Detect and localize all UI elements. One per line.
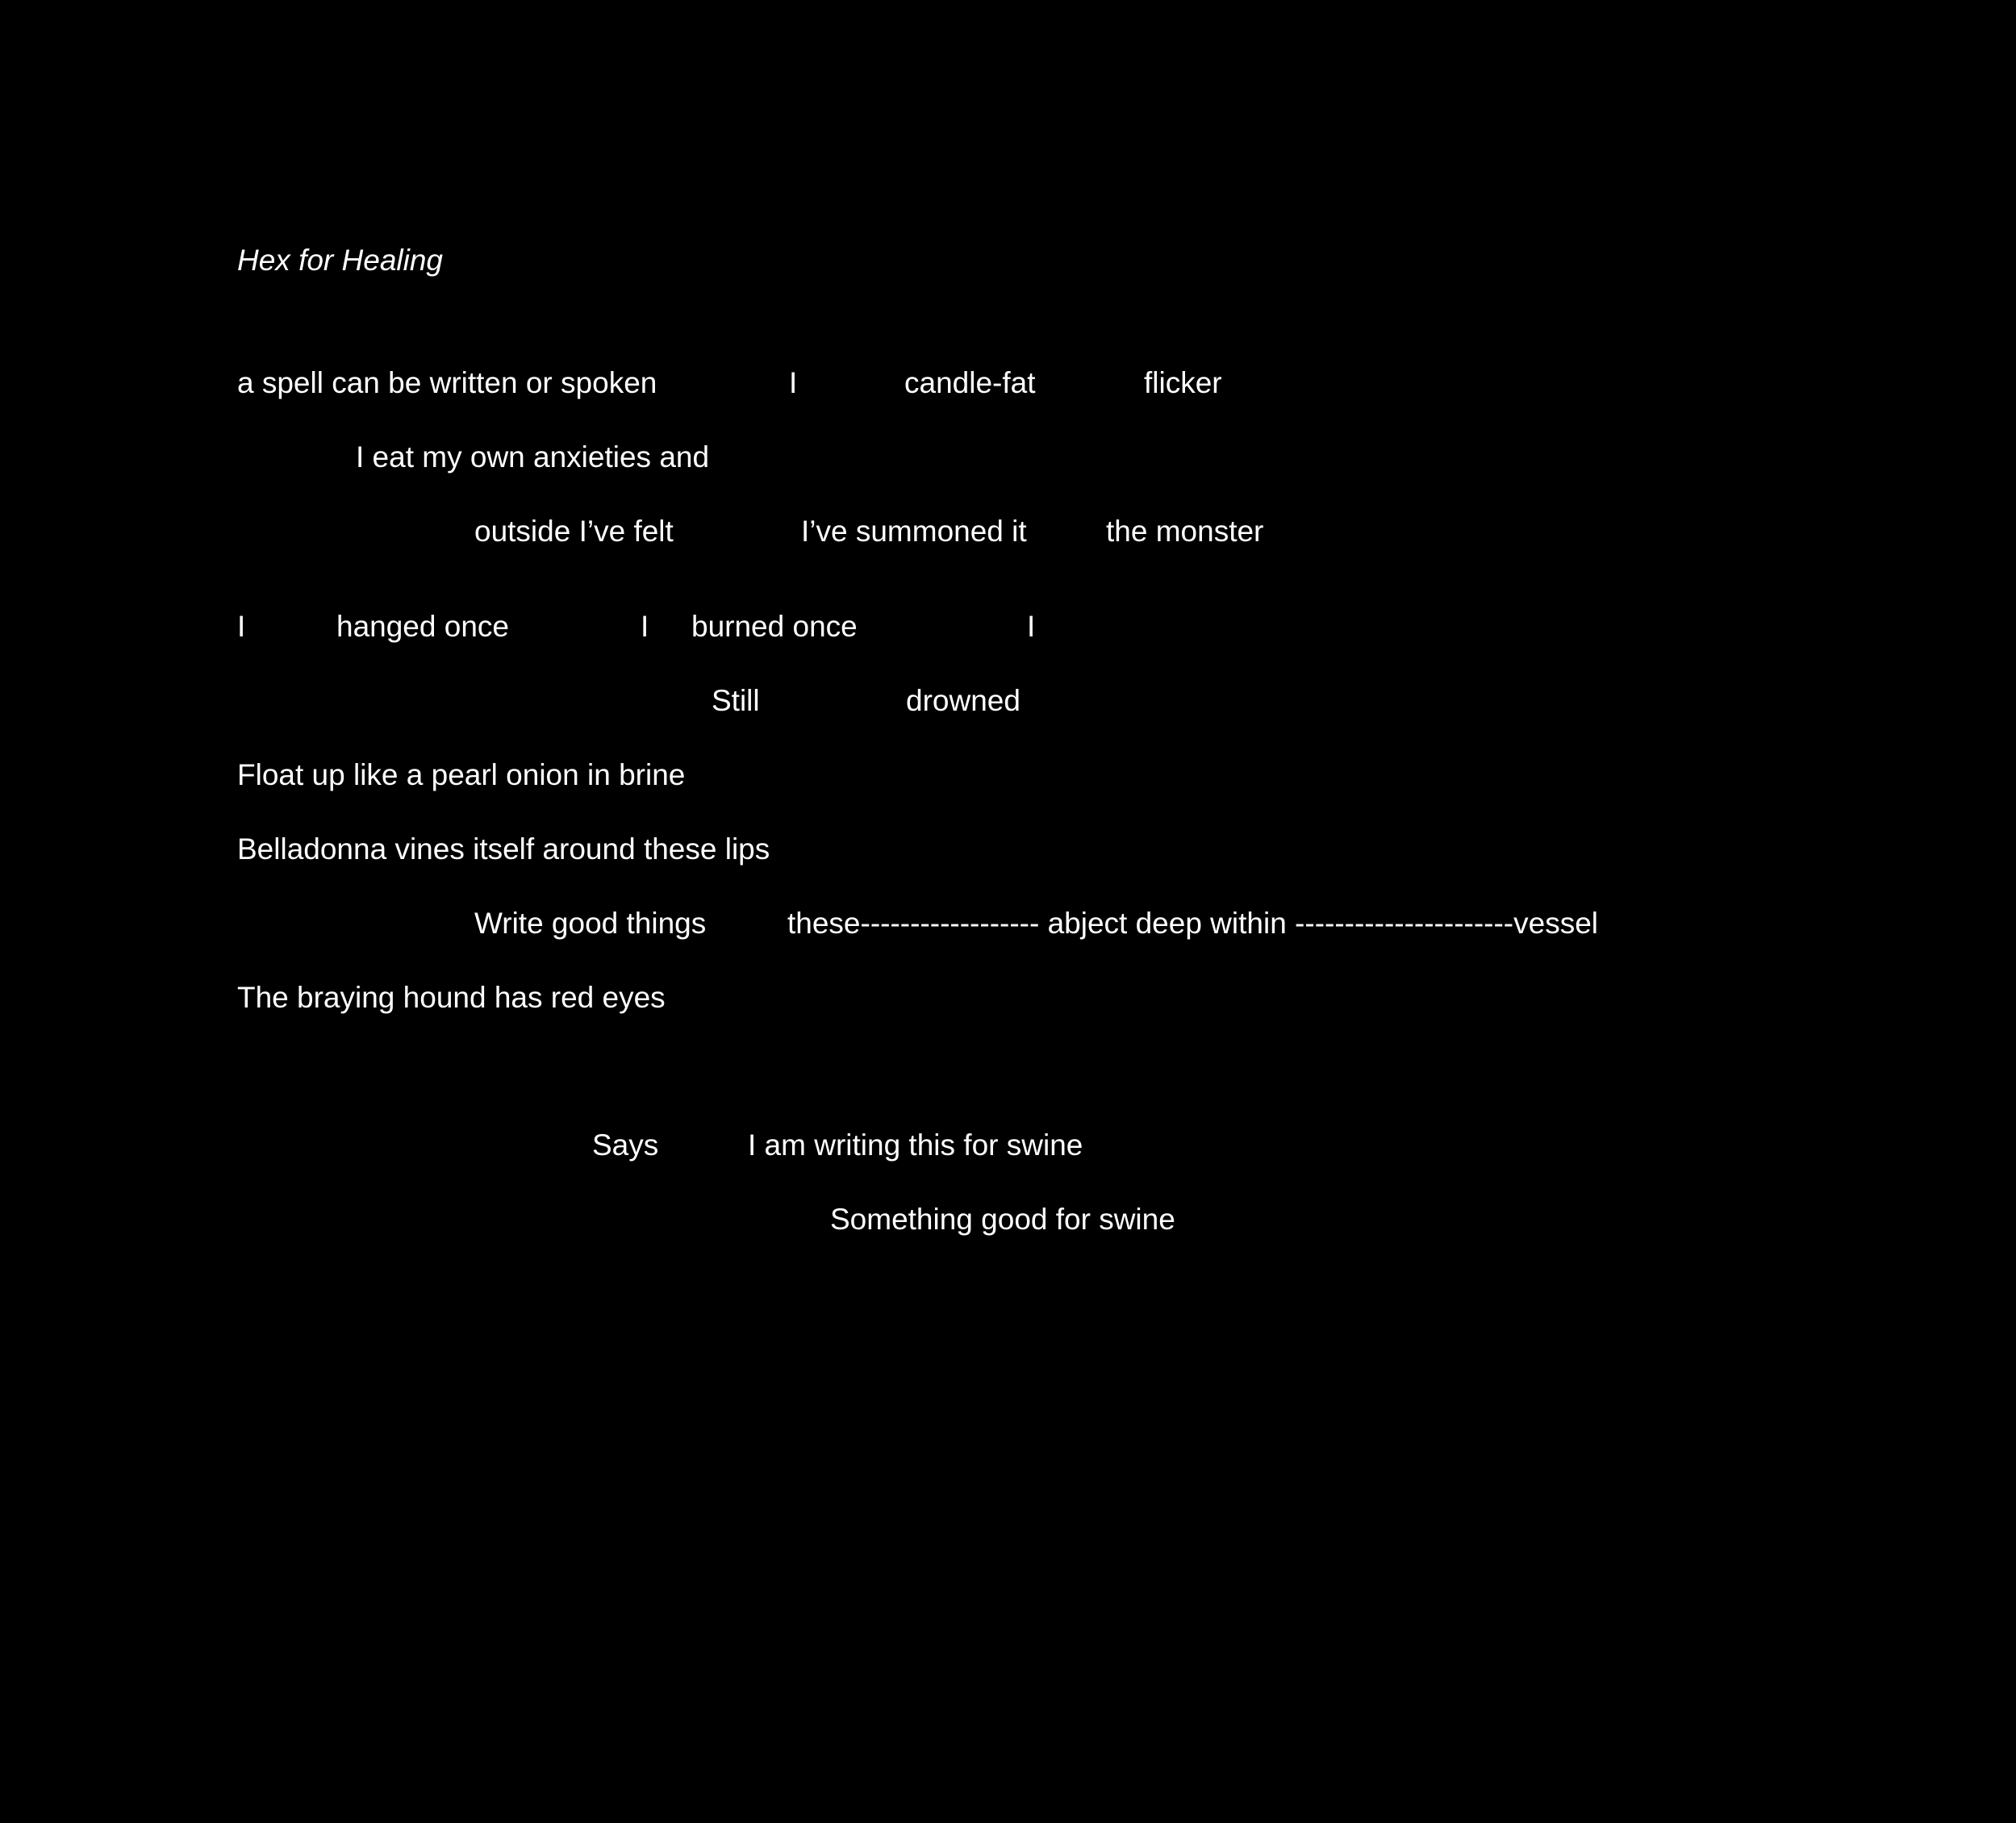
poem-line-fragment: candle-fat: [904, 366, 1036, 399]
poem-line-fragment: I: [1027, 610, 1036, 643]
poem-line-fragment: hanged once: [336, 610, 509, 643]
poem-line-fragment: Float up like a pearl onion in brine: [237, 758, 686, 791]
poem-line-fragment: drowned: [906, 684, 1021, 717]
poem-line-fragment: I am writing this for swine: [748, 1128, 1083, 1162]
poem-line-fragment: Says: [592, 1128, 659, 1162]
poem-line-fragment: Something good for swine: [830, 1203, 1175, 1236]
poem-line-fragment: the monster: [1106, 515, 1264, 548]
poem-line-fragment: a spell can be written or spoken: [237, 366, 657, 399]
poem-line-fragment: Write good things: [474, 907, 707, 940]
poem-line-fragment: Belladonna vines itself around these lips: [237, 832, 770, 866]
poem-line-fragment: Still: [712, 684, 760, 717]
poem-line-fragment: these------------------ abject deep within ----------------------vessel: [787, 907, 1598, 940]
poem-line-fragment: I: [789, 366, 798, 399]
poem-line-fragment: burned once: [691, 610, 858, 643]
poem-title: Hex for Healing: [237, 244, 444, 277]
poem-line-fragment: I eat my own anxieties and: [356, 440, 710, 473]
poem-line-fragment: I: [641, 610, 649, 643]
poem-line-fragment: flicker: [1144, 366, 1222, 399]
poem-line-fragment: I’ve summoned it: [801, 515, 1027, 548]
poem-line-fragment: The braying hound has red eyes: [237, 981, 666, 1014]
poem-line-fragment: outside I’ve felt: [474, 515, 674, 548]
poem-line-fragment: I: [237, 610, 246, 643]
